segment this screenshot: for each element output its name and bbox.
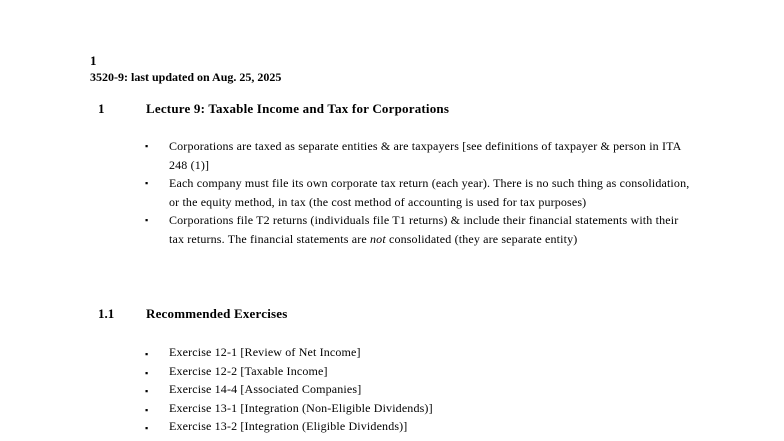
bullet-icon: ▪ (145, 423, 149, 433)
exercise-text: Exercise 13-2 [Integration (Eligible Dividends)] (169, 419, 408, 433)
bullet-text: Corporations are taxed as separate entities & are taxpayers [see definitions of taxpayer & person in ITA 248 (1)] (169, 139, 681, 172)
list-item (0, 380, 784, 399)
list-item (0, 399, 784, 418)
bullet-icon: ▪ (145, 141, 149, 151)
bullet-icon: ▪ (145, 349, 149, 359)
bullet-text: Each company must file its own corporate tax return (each year). There is no such thing as consolidation, or the equity method, in tax (the cost method of accounting is used for tax purposes) (169, 176, 690, 209)
exercise-text: Exercise 13-1 [Integration (Non-Eligible Dividends)] (169, 400, 433, 415)
bullet-icon: ▪ (145, 215, 149, 225)
bullet-icon: ▪ (145, 404, 149, 415)
bullet-emphasis: not (370, 231, 386, 246)
exercise-text: Exercise 14-4 [Associated Companies] (169, 382, 362, 396)
bullet-text: Corporations file T2 returns (individuals file T1 returns) & include their financial statements with their tax returns. The financial statements are (169, 213, 679, 246)
section-title: Lecture 9: Taxable Income and Tax for Corporations (146, 101, 450, 116)
list-item (0, 211, 784, 248)
list-item (0, 362, 784, 381)
exercise-text: Exercise 12-2 [Taxable Income] (169, 363, 328, 378)
list-item (0, 343, 784, 362)
page-number: 1 (90, 53, 97, 68)
list-item (0, 137, 784, 174)
bullet-text-after: consolidated (they are separate entity) (385, 231, 578, 246)
bullet-icon: ▪ (145, 367, 149, 378)
section-number: 1.1 (98, 306, 115, 321)
bullet-icon: ▪ (145, 386, 149, 396)
document-header: 3520-9: last updated on Aug. 25, 2025 (90, 70, 282, 84)
list-item (0, 174, 784, 211)
exercise-text: Exercise 12-1 [Review of Net Income] (169, 345, 361, 359)
section-title: Recommended Exercises (146, 306, 288, 321)
bullet-icon: ▪ (145, 178, 149, 188)
exercise-bullet-list (0, 343, 784, 436)
section-number: 1 (98, 101, 105, 116)
lecture-bullet-list (0, 137, 784, 248)
list-item (0, 417, 784, 436)
